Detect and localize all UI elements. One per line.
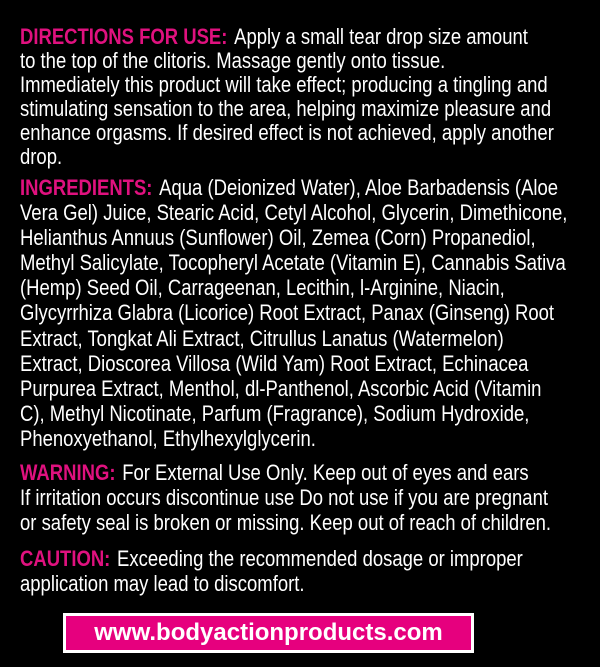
directions-line: Apply a small tear drop size amount [234, 24, 528, 49]
ingredients-line: Phenoxyethanol, Ethylhexylglycerin. [20, 425, 316, 451]
directions-line: Immediately this product will take effect; producing a tingling and [20, 72, 548, 97]
ingredients-line: Vera Gel) Juice, Stearic Acid, Cetyl Alcohol, Glycerin, Dimethicone, [20, 200, 568, 226]
warning-line: or safety seal is broken or missing. Keep out of reach of children. [20, 510, 552, 535]
directions-heading: DIRECTIONS FOR USE: [20, 24, 228, 49]
ingredients-line: Methyl Salicylate, Tocopheryl Acetate (Vitamin E), Cannabis Sativa [20, 250, 566, 276]
warning-section [20, 460, 574, 535]
directions-line: enhance orgasms. If desired effect is not achieved, apply another [20, 120, 554, 145]
directions-line: stimulating sensation to the area, helping maximize pleasure and [20, 96, 552, 121]
directions-line: drop. [20, 144, 63, 169]
ingredients-line: Glycyrrhiza Glabra (Licorice) Root Extract, Panax (Ginseng) Root [20, 300, 555, 326]
ingredients-line: Helianthus Annuus (Sunflower) Oil, Zemea (Corn) Propanediol, [20, 225, 536, 251]
ingredients-line: Purpurea Extract, Menthol, dl-Panthenol, Ascorbic Acid (Vitamin [20, 375, 542, 401]
ingredients-line: Extract, Dioscorea Villosa (Wild Yam) Root Extract, Echinacea [20, 350, 529, 376]
warning-heading: WARNING: [20, 460, 116, 485]
directions-section [20, 25, 574, 169]
ingredients-line: Extract, Tongkat Ali Extract, Citrullus Lanatus (Watermelon) [20, 325, 504, 351]
warning-line: For External Use Only. Keep out of eyes and ears [122, 460, 529, 485]
ingredients-line: Aqua (Deionized Water), Aloe Barbadensis (Aloe [159, 175, 559, 200]
ingredients-line: C), Methyl Nicotinate, Parfum (Fragrance), Sodium Hydroxide, [20, 400, 530, 426]
directions-line: to the top of the clitoris. Massage gently onto tissue. [20, 48, 446, 73]
caution-line: application may lead to discomfort. [20, 571, 305, 596]
warning-line: If irritation occurs discontinue use Do not use if you are pregnant [20, 485, 549, 510]
caution-heading: CAUTION: [20, 546, 111, 571]
ingredients-line: (Hemp) Seed Oil, Carrageenan, Lecithin, l-Arginine, Niacin, [20, 275, 505, 301]
caution-section [20, 546, 574, 596]
website-banner [63, 613, 474, 653]
ingredients-heading: INGREDIENTS: [20, 175, 153, 200]
website-url: www.bodyactionproducts.com [94, 619, 443, 646]
caution-line: Exceeding the recommended dosage or improper [117, 546, 523, 571]
ingredients-section [20, 175, 574, 451]
